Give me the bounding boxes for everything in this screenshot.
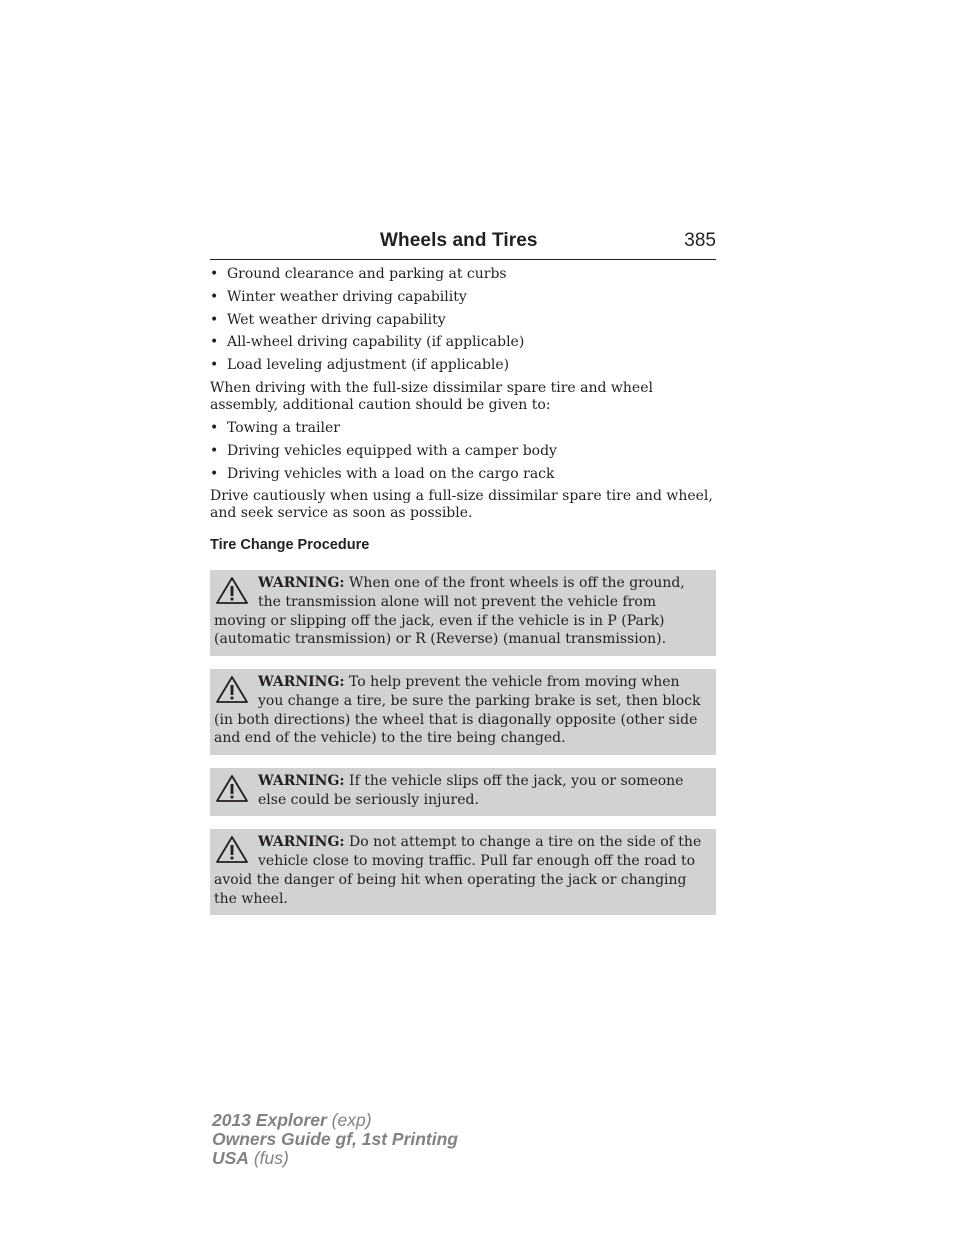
- list-item: • All-wheel driving capability (if applicable): [210, 334, 525, 351]
- footer-model: 2013 Explorer: [212, 1110, 327, 1130]
- footer-market-code: (fus): [248, 1148, 289, 1168]
- footer-line: [212, 1111, 458, 1130]
- bullet-icon: •: [210, 288, 219, 305]
- page-number: 385: [684, 230, 716, 251]
- bullet-icon: •: [210, 266, 219, 282]
- warning-label: WARNING:: [258, 773, 345, 789]
- bullet-icon: •: [210, 442, 219, 459]
- subheading: Tire Change Procedure: [210, 537, 370, 554]
- warning-triangle-icon: [215, 675, 249, 705]
- bullet-list-2: [210, 420, 716, 483]
- warning-triangle-icon: [215, 774, 249, 804]
- warning-label: WARNING:: [258, 674, 345, 691]
- list-item: • Ground clearance and parking at curbs: [210, 266, 507, 282]
- page-footer: [212, 1111, 458, 1168]
- page-content: [210, 266, 716, 928]
- paragraph: When driving with the full-size dissimilar spare tire and wheel assembly, additional caution should be given to:: [210, 379, 653, 413]
- bullet-icon: •: [210, 311, 219, 328]
- footer-model-code: (exp): [326, 1110, 372, 1130]
- warning-box: [210, 768, 716, 816]
- warning-triangle-icon: [215, 576, 249, 606]
- footer-market: USA: [212, 1148, 249, 1168]
- list-item: • Driving vehicles with a load on the cargo rack: [210, 465, 555, 482]
- warning-box: [210, 669, 716, 755]
- paragraph: Drive cautiously when using a full-size dissimilar spare tire and wheel, and seek service as soon as possible.: [210, 488, 713, 522]
- warning-box: [210, 570, 716, 656]
- warning-text: When one of the front wheels is off the ground, the transmission alone will not prevent the vehicle from moving or slipping off the jack, even if the vehicle is in P (Park) (automatic transmission) or R (Reverse) (manual transmission).: [214, 575, 685, 648]
- warning-triangle-icon: [215, 835, 249, 865]
- warning-text: To help prevent the vehicle from moving when you change a tire, be sure the parking brake is set, then block (in both directions) the wheel that is diagonally opposite (other side and end of the vehicle) to the tire being changed.: [214, 674, 701, 747]
- page-header: [210, 229, 716, 260]
- section-title: Wheels and Tires: [380, 230, 538, 251]
- warning-text: Do not attempt to change a tire on the side of the vehicle close to moving traffic. Pull far enough off the road to avoid the danger of being hit when operating the jack or changing the wheel.: [214, 834, 702, 907]
- bullet-icon: •: [210, 334, 219, 351]
- list-item: • Towing a trailer: [210, 419, 340, 436]
- bullet-icon: •: [210, 465, 219, 482]
- warning-label: WARNING:: [258, 575, 345, 592]
- warning-label: WARNING:: [258, 834, 345, 851]
- bullet-list-1: [210, 266, 716, 374]
- list-item: • Winter weather driving capability: [210, 288, 467, 305]
- footer-line: [212, 1149, 458, 1168]
- warning-text: If the vehicle slips off the jack, you or someone else could be seriously injured.: [258, 773, 684, 808]
- list-item: • Load leveling adjustment (if applicable): [210, 357, 510, 374]
- footer-line: [212, 1130, 458, 1149]
- list-item: • Driving vehicles equipped with a camper body: [210, 442, 557, 459]
- list-item: • Wet weather driving capability: [210, 311, 446, 328]
- bullet-icon: •: [210, 357, 219, 374]
- footer-guide: Owners Guide gf, 1st Printing: [212, 1129, 458, 1149]
- warning-box: [210, 829, 716, 915]
- bullet-icon: •: [210, 419, 219, 436]
